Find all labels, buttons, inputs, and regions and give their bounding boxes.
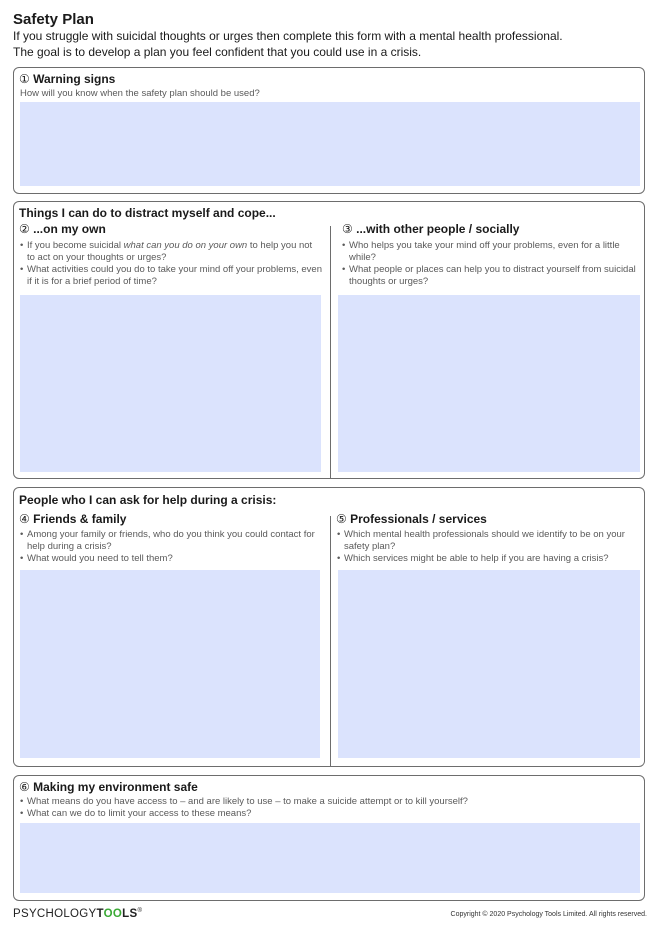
with-others-prompts [342, 240, 640, 288]
professionals-prompt-2: • Which services might be able to help if you are having a crisis? [337, 553, 637, 565]
page-title: Safety Plan [13, 11, 94, 28]
logo-o-icon: O [103, 908, 113, 920]
warning-signs-heading: ① Warning signs [19, 72, 116, 86]
help-section [13, 487, 645, 767]
with-others-heading: ③ ...with other people / socially [342, 222, 520, 236]
professionals-prompt-1: • Which mental health professionals should we identify to be on your safety plan? [337, 529, 637, 553]
psychology-tools-logo: PSYCHOLOGYTOOLS® [13, 908, 143, 920]
on-my-own-prompt-1: • If you become suicidal what can you do on your own to help you not to act on your thoughts or urges? [20, 240, 322, 264]
number-4-icon: ④ [19, 512, 30, 526]
friends-family-prompt-1: • Among your family or friends, who do you think you could contact for help during a crisis? [20, 529, 322, 553]
intro-line-1: If you struggle with suicidal thoughts or urges then complete this form with a mental health professional. [13, 29, 563, 43]
page-header [13, 11, 649, 60]
friends-family-answer-area[interactable] [20, 570, 320, 758]
with-others-answer-area[interactable] [338, 295, 640, 472]
help-heading: People who I can ask for help during a crisis: [19, 493, 277, 507]
on-my-own-answer-area[interactable] [20, 295, 321, 472]
professionals-prompts [337, 529, 637, 565]
environment-answer-area[interactable] [20, 823, 640, 893]
on-my-own-prompt-2: • What activities could you do to take your mind off your problems, even if it is for a brief period of time? [20, 264, 322, 288]
column-divider [330, 516, 331, 767]
number-3-icon: ③ [342, 222, 353, 236]
friends-family-prompts [20, 529, 322, 565]
environment-prompts [20, 796, 640, 820]
environment-prompt-2: • What can we do to limit your access to these means? [20, 808, 640, 820]
on-my-own-heading: ② ...on my own [19, 222, 106, 236]
distract-heading: Things I can do to distract myself and cope... [19, 206, 276, 220]
environment-section [13, 775, 645, 901]
number-2-icon: ② [19, 222, 30, 236]
friends-family-prompt-2: • What would you need to tell them? [20, 553, 322, 565]
intro-line-2: The goal is to develop a plan you feel confident that you could use in a crisis. [13, 44, 422, 59]
warning-signs-section [13, 67, 645, 194]
number-5-icon: ⑤ [336, 512, 347, 526]
professionals-answer-area[interactable] [338, 570, 640, 758]
environment-prompt-1: • What means do you have access to – and are likely to use – to make a suicide attempt or to kill yourself? [20, 796, 640, 808]
warning-signs-prompt: How will you know when the safety plan should be used? [20, 88, 260, 99]
column-divider [330, 226, 331, 479]
number-1-icon: ① [19, 72, 30, 86]
friends-family-heading: ④ Friends & family [19, 512, 127, 526]
environment-heading: ⑥ Making my environment safe [19, 780, 198, 794]
on-my-own-prompts [20, 240, 322, 288]
copyright-text: Copyright © 2020 Psychology Tools Limited. All rights reserved. [450, 911, 647, 918]
logo-o-icon: O [112, 908, 123, 920]
with-others-prompt-2: • What people or places can help you to distract yourself from suicidal thoughts or urges? [342, 264, 640, 288]
professionals-heading: ⑤ Professionals / services [336, 512, 487, 526]
number-6-icon: ⑥ [19, 780, 30, 794]
with-others-prompt-1: • Who helps you take your mind off your problems, even for a little while? [342, 240, 640, 264]
warning-signs-answer-area[interactable] [20, 102, 640, 186]
distract-section [13, 201, 645, 479]
